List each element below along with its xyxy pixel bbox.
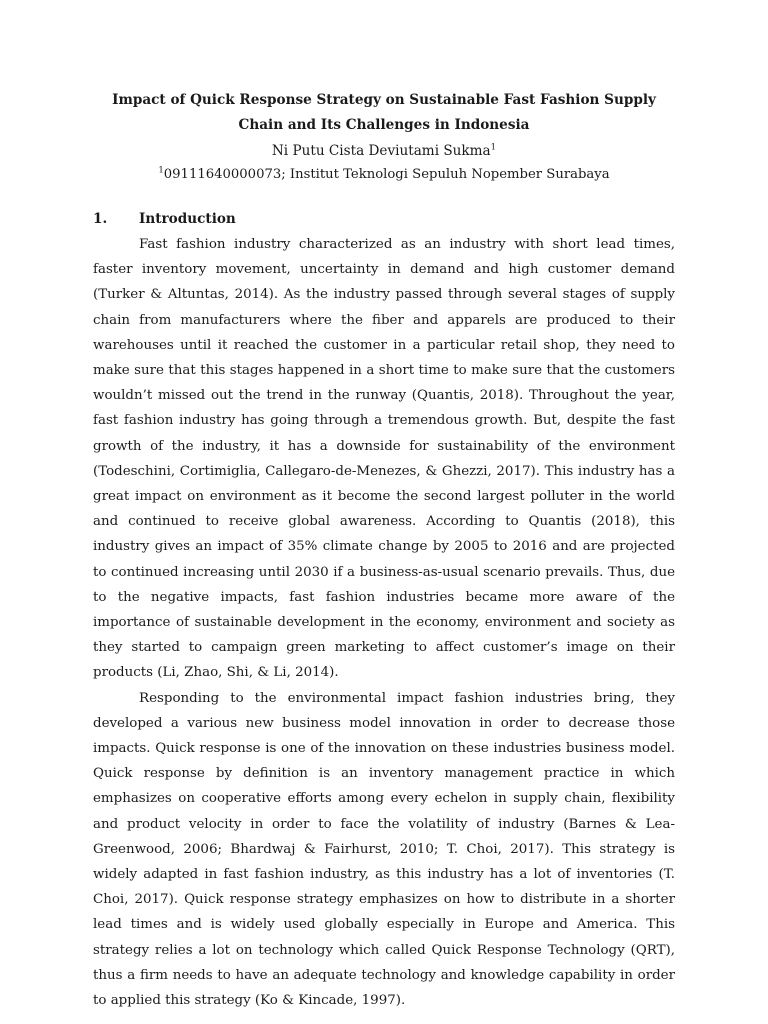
author-name: Ni Putu Cista Deviutami Sukma: [271, 143, 491, 159]
paper-title: Impact of Quick Response Strategy on Sustainable Fast Fashion Supply Chain and Its Challenges in Indonesia: [112, 92, 656, 133]
section-title: Introduction: [139, 211, 236, 227]
affiliation-text: 09111640000073; Institut Teknologi Sepuluh Nopember Surabaya: [163, 167, 610, 182]
affiliation-line: [93, 164, 675, 186]
body-paragraph-1: Fast fashion industry characterized as an industry with short lead times, faster inventory movement, uncertainty in demand and high customer demand (Turker & Altuntas, 2014). As the industry passed through several stages of supply chain from manufacturers where the fiber and apparels are produced to their warehouses until it reached the customer in a particular retail shop, they need to make sure that this stages happened in a short time to make sure that the customers wouldn’t missed out the trend in the runway (Quantis, 2018). Throughout the year, fast fashion industry has going through a tremendous growth. But, despite the fast growth of the industry, it has a downside for sustainability of the environment (Todeschini, Cortimiglia, Callegaro-de-Menezes, & Ghezzi, 2017). This industry has a great impact on environment as it become the second largest polluter in the world and continued to receive global awareness. According to Quantis (2018), this industry gives an impact of 35% climate change by 2005 to 2016 and are projected to continued increasing until 2030 if a business-as-usual scenario prevails. Thus, due to the negative impacts, fast fashion industries became more aware of the importance of sustainable development in the economy, environment and society as they started to campaign green marketing to affect customer’s image on their products (Li, Zhao, Shi, & Li, 2014).: [93, 237, 675, 681]
author-superscript: 1: [490, 142, 497, 153]
section-heading: [93, 207, 675, 232]
document-page: [93, 88, 675, 1013]
section-number: 1.: [93, 211, 108, 227]
affiliation-superscript: 1: [158, 165, 164, 176]
body-paragraph-2: Responding to the environmental impact fashion industries bring, they developed a various new business model innovation in order to decrease those impacts. Quick response is one of the innovation on these industries business model. Quick response by definition is an inventory management practice in which emphasizes on cooperative efforts among every echelon in supply chain, flexibility and product velocity in order to face the volatility of industry (Barnes & Lea-Greenwood, 2006; Bhardwaj & Fairhurst, 2010; T. Choi, 2017). This strategy is widely adapted in fast fashion industry, as this industry has a lot of inventories (T. Choi, 2017). Quick response strategy emphasizes on how to distribute in a shorter lead times and is widely used globally especially in Europe and America. This strategy relies a lot on technology which called Quick Response Technology (QRT), thus a firm needs to have an adequate technology and knowledge capability in order to applied this strategy (Ko & Kincade, 1997).: [93, 690, 675, 1009]
author-line: [93, 140, 675, 162]
